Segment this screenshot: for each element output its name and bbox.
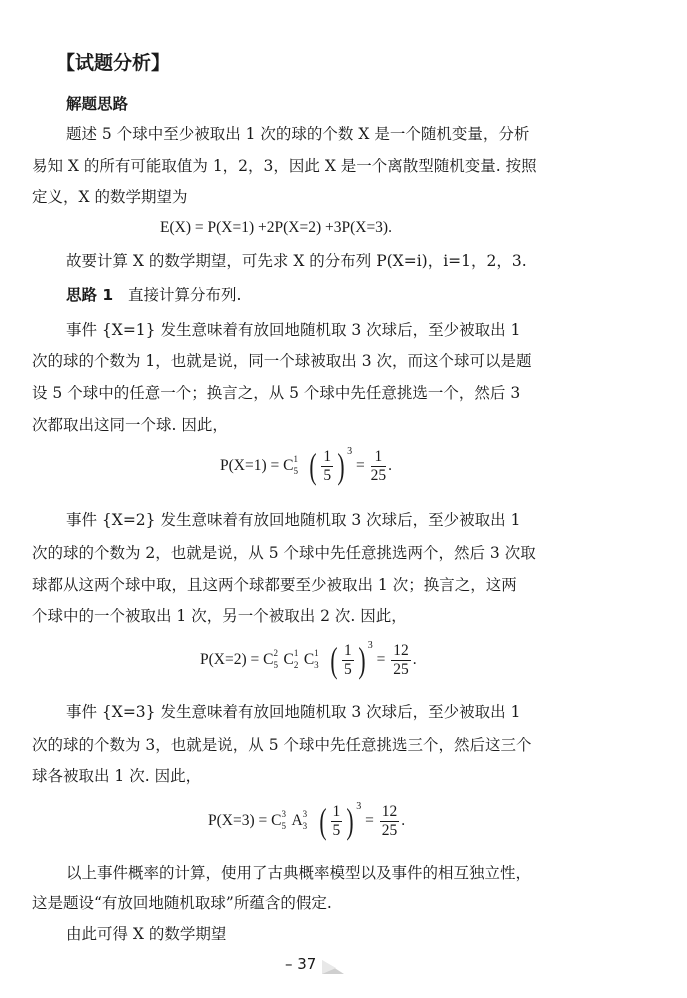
paragraph-line: 个球中的一个被取出 1 次，另一个被取出 2 次. 因此， [32, 607, 407, 625]
paragraph-line: 球各被取出 1 次. 因此， [32, 767, 202, 785]
paragraph-line: 次的球的个数为 1，也就是说，同一个球被取出 3 次，而这个球可以是题 [32, 352, 532, 370]
paragraph-line: 由此可得 X 的数学期望 [66, 925, 227, 943]
formula-p2: P(X=2) = C 2 5 C 1 2 C 1 3 ( $\frac{1}{5}$ ) $^3$ = $\frac{12}{25}$ . [200, 640, 417, 681]
idea-heading [66, 285, 687, 305]
paragraph-line: 这是题设“有放回地随机取球”所蕴含的假定. [32, 894, 332, 912]
section-heading: 【试题分析】 [56, 52, 171, 74]
idea-text: 直接计算分布列. [127, 286, 242, 304]
paragraph-line: 设 5 个球中的任意一个；换言之，从 5 个球中先任意挑选一个，然后 3 [32, 384, 521, 402]
paragraph-line: 事件 {X=2} 发生意味着有放回地随机取 3 次球后，至少被取出 1 [66, 511, 521, 529]
paragraph-line: 题述 5 个球中至少被取出 1 次的球的个数 X 是一个随机变量，分析 [66, 125, 530, 143]
paragraph-line: 次的球的个数为 3，也就是说，从 5 个球中先任意挑选三个，然后这三个 [32, 736, 532, 754]
formula-p1: P(X=1) = C 1 5 ( $\frac{1}{5}$ ) $^3$ = $\frac{1}{25}$ . [220, 446, 392, 487]
paragraph-line: 以上事件概率的计算，使用了古典概率模型以及事件的相互独立性， [66, 864, 532, 882]
section-subheading: 解题思路 [66, 95, 129, 113]
paragraph-line: 故要计算 X 的数学期望，可先求 X 的分布列 P(X=i)，i=1，2，3. [66, 252, 527, 270]
paragraph-line: 事件 {X=1} 发生意味着有放回地随机取 3 次球后，至少被取出 1 [66, 321, 521, 339]
expectation-formula: E(X) = P(X=1) +2P(X=2) +3P(X=3). [160, 219, 392, 236]
idea-label: 思路 1 [66, 286, 114, 304]
paragraph-line: 易知 X 的所有可能取值为 1，2，3，因此 X 是一个离散型随机变量. 按照 [32, 157, 537, 175]
paragraph-line: 次的球的个数为 2，也就是说，从 5 个球中先任意挑选两个，然后 3 次取 [32, 544, 536, 562]
paragraph-line: 定义，X 的数学期望为 [32, 188, 188, 206]
paragraph-line: 次都取出这同一个球. 因此， [32, 416, 228, 434]
paragraph-line: 球都从这两个球中取，且这两个球都要至少被取出 1 次；换言之，这两 [32, 576, 517, 594]
page-number: – 37 [285, 955, 317, 973]
page-curl-icon [322, 960, 344, 974]
paragraph-line: 事件 {X=3} 发生意味着有放回地随机取 3 次球后，至少被取出 1 [66, 703, 521, 721]
formula-p3: P(X=3) = C 3 5 A 3 3 ( $\frac{1}{5}$ ) $^3$ = $\frac{12}{25}$ . [208, 801, 406, 842]
